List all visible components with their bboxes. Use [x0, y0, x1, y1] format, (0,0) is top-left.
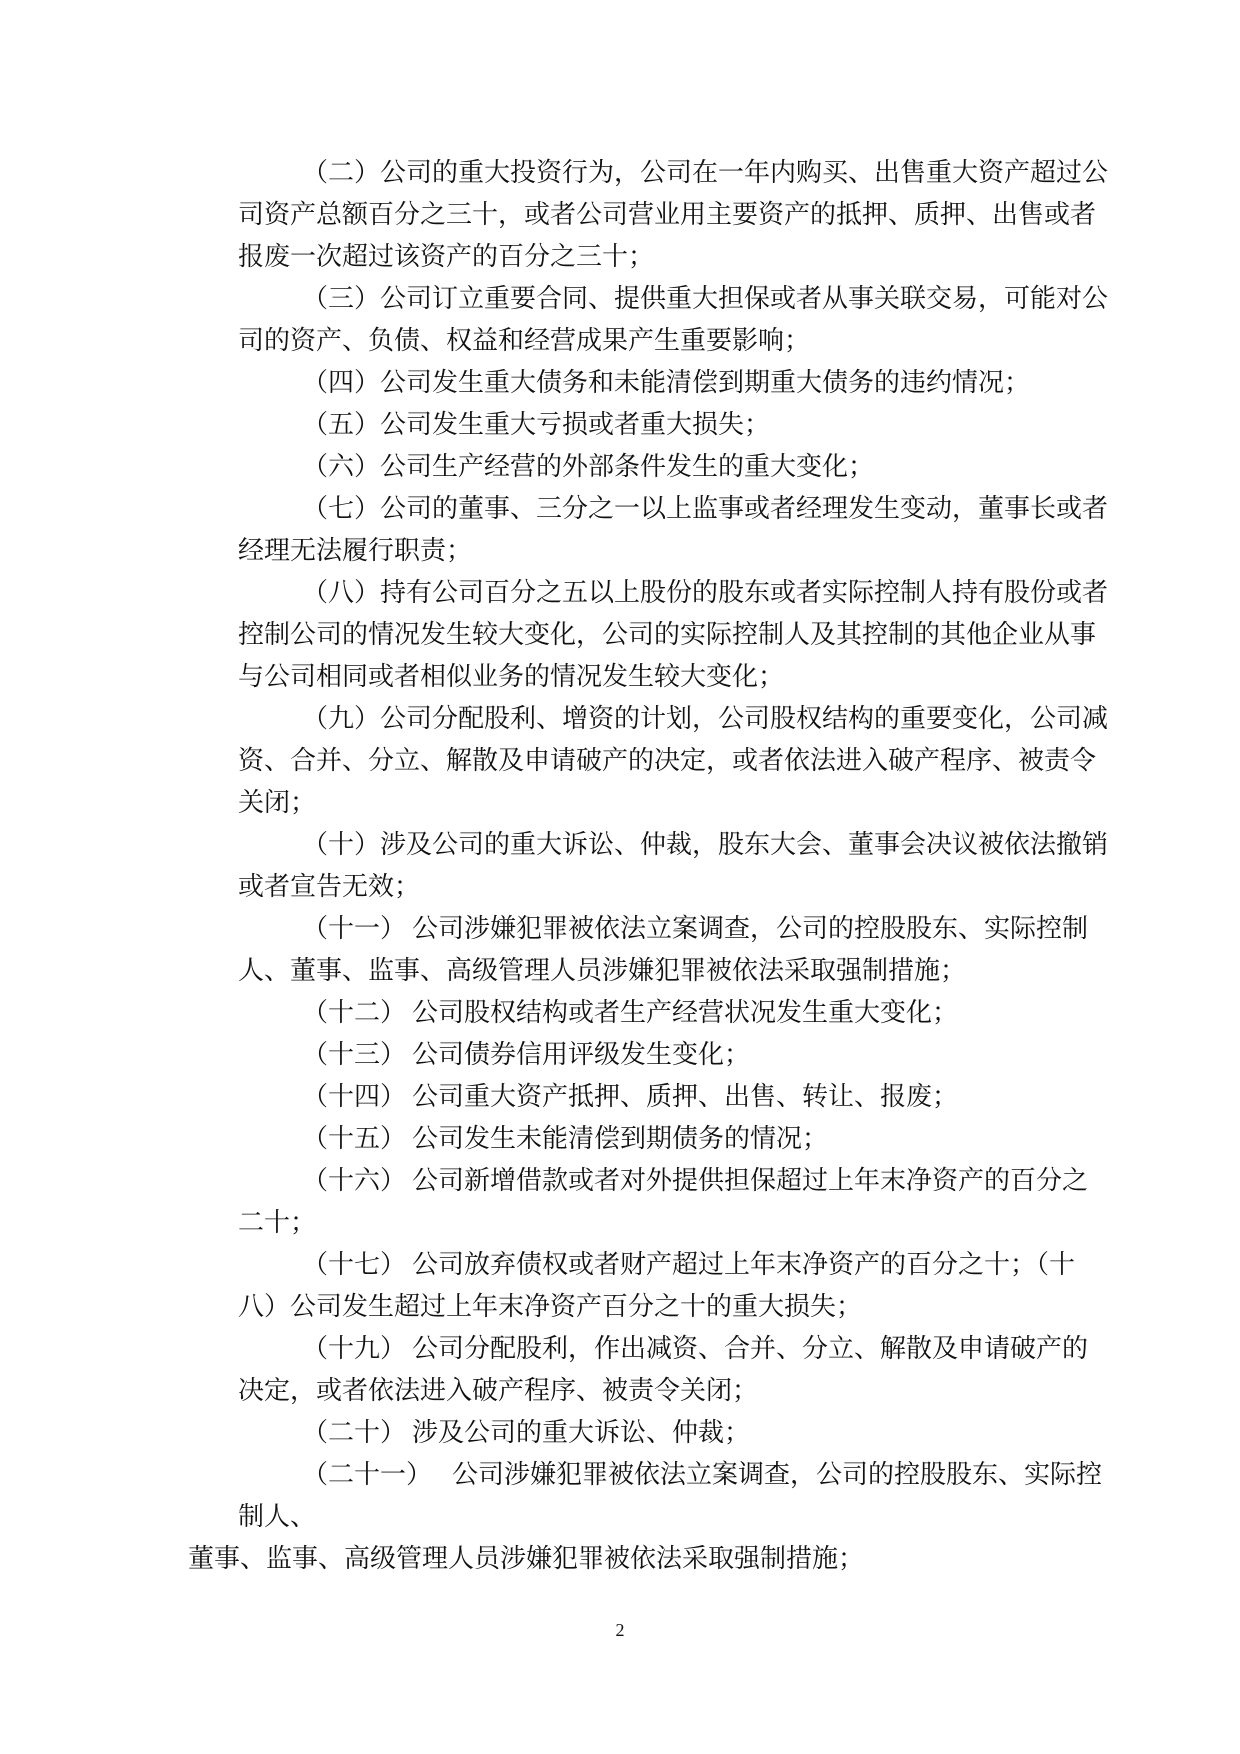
text-line [238, 152, 1109, 194]
text-line [238, 866, 1058, 908]
line-text: 经理无法履行职责； [238, 536, 473, 566]
text-line [238, 1370, 1058, 1412]
line-text: （七）公司的董事、三分之一以上监事或者经理发生变动，董事长或者 [302, 494, 1109, 524]
text-line [238, 194, 1097, 236]
text-line [238, 1034, 1058, 1076]
item-marker: （十三） [302, 1040, 407, 1070]
item-marker: （十四） [302, 1082, 407, 1112]
text-line [238, 1454, 1103, 1496]
item-marker: （二十一） [302, 1460, 433, 1490]
item-marker: （十九） [302, 1334, 407, 1364]
line-text: 公司放弃债权或者财产超过上年末净资产的百分之十；（十 [412, 1250, 1076, 1280]
text-line [238, 740, 1097, 782]
line-text: （三）公司订立重要合同、提供重大担保或者从事关联交易，可能对公 [302, 284, 1109, 314]
document-body [188, 152, 1109, 1580]
line-text: （九）公司分配股利、增资的计划，公司股权结构的重要变化，公司减 [302, 704, 1109, 734]
line-text: 公司分配股利，作出减资、合并、分立、解散及申请破产的 [412, 1334, 1089, 1364]
text-line [238, 950, 1058, 992]
line-text: 公司涉嫌犯罪被依法立案调查，公司的控股股东、实际控制 [412, 914, 1089, 944]
text-line [238, 488, 1109, 530]
text-line [238, 1160, 1089, 1202]
text-line [238, 1076, 1058, 1118]
line-text: 决定，或者依法进入破产程序、被责令关闭； [238, 1376, 759, 1406]
item-marker: （十二） [302, 998, 407, 1028]
text-line [188, 1538, 1058, 1580]
text-line [238, 1118, 1058, 1160]
line-text: 公司发生未能清偿到期债务的情况； [412, 1124, 829, 1154]
line-text: 公司涉嫌犯罪被依法立案调查，公司的控股股东、实际控 [452, 1460, 1103, 1490]
text-line [238, 992, 1058, 1034]
line-text: 司资产总额百分之三十，或者公司营业用主要资产的抵押、质押、出售或者 [238, 200, 1097, 230]
text-line [238, 236, 1058, 278]
item-marker: （十六） [302, 1166, 407, 1196]
text-line [238, 362, 1058, 404]
line-text: 公司重大资产抵押、质押、出售、转让、报废； [412, 1082, 959, 1112]
line-text: 人、董事、监事、高级管理人员涉嫌犯罪被依法采取强制措施； [238, 956, 967, 986]
text-line [238, 1244, 1076, 1286]
text-line [238, 1202, 1058, 1244]
line-text: 司的资产、负债、权益和经营成果产生重要影响； [238, 326, 811, 356]
line-text: 资、合并、分立、解散及申请破产的决定，或者依法进入破产程序、被责令 [238, 746, 1097, 776]
text-line [238, 698, 1109, 740]
line-text: 关闭； [238, 788, 317, 818]
text-line [238, 278, 1109, 320]
text-line [238, 656, 1058, 698]
line-text: 公司股权结构或者生产经营状况发生重大变化； [412, 998, 959, 1028]
text-line [238, 404, 1058, 446]
text-line [238, 1412, 1058, 1454]
line-text: 二十； [238, 1208, 317, 1238]
line-text: 报废一次超过该资产的百分之三十； [238, 242, 655, 272]
text-line [238, 1328, 1089, 1370]
line-text: 公司债券信用评级发生变化； [412, 1040, 751, 1070]
text-line [238, 572, 1109, 614]
item-marker: （十一） [302, 914, 407, 944]
text-line [238, 1286, 1058, 1328]
line-text: 八）公司发生超过上年末净资产百分之十的重大损失； [238, 1292, 863, 1322]
line-text: 或者宣告无效； [238, 872, 421, 902]
text-line [238, 782, 1058, 824]
line-text: 控制公司的情况发生较大变化，公司的实际控制人及其控制的其他企业从事 [238, 620, 1097, 650]
text-line [238, 446, 1058, 488]
line-text: 与公司相同或者相似业务的情况发生较大变化； [238, 662, 785, 692]
text-line [238, 320, 1058, 362]
line-text: 涉及公司的重大诉讼、仲裁； [412, 1418, 751, 1448]
text-line [238, 908, 1089, 950]
page-number: 2 [615, 1620, 625, 1640]
item-marker: （十七） [302, 1250, 407, 1280]
line-text: （八）持有公司百分之五以上股份的股东或者实际控制人持有股份或者 [302, 578, 1109, 608]
line-text: 制人、 [238, 1502, 317, 1532]
text-line [238, 824, 1109, 866]
line-text: （十）涉及公司的重大诉讼、仲裁，股东大会、董事会决议被依法撤销 [302, 830, 1109, 860]
line-text: （五）公司发生重大亏损或者重大损失； [302, 410, 771, 440]
text-line [238, 530, 1058, 572]
line-text: （二）公司的重大投资行为，公司在一年内购买、出售重大资产超过公 [302, 158, 1109, 188]
text-line [238, 614, 1097, 656]
item-marker: （十五） [302, 1124, 407, 1154]
item-marker: （二十） [302, 1418, 407, 1448]
text-line [238, 1496, 1058, 1538]
line-text: 董事、监事、高级管理人员涉嫌犯罪被依法采取强制措施； [188, 1544, 865, 1574]
line-text: （四）公司发生重大债务和未能清偿到期重大债务的违约情况； [302, 368, 1031, 398]
line-text: 公司新增借款或者对外提供担保超过上年末净资产的百分之 [412, 1166, 1089, 1196]
line-text: （六）公司生产经营的外部条件发生的重大变化； [302, 452, 875, 482]
